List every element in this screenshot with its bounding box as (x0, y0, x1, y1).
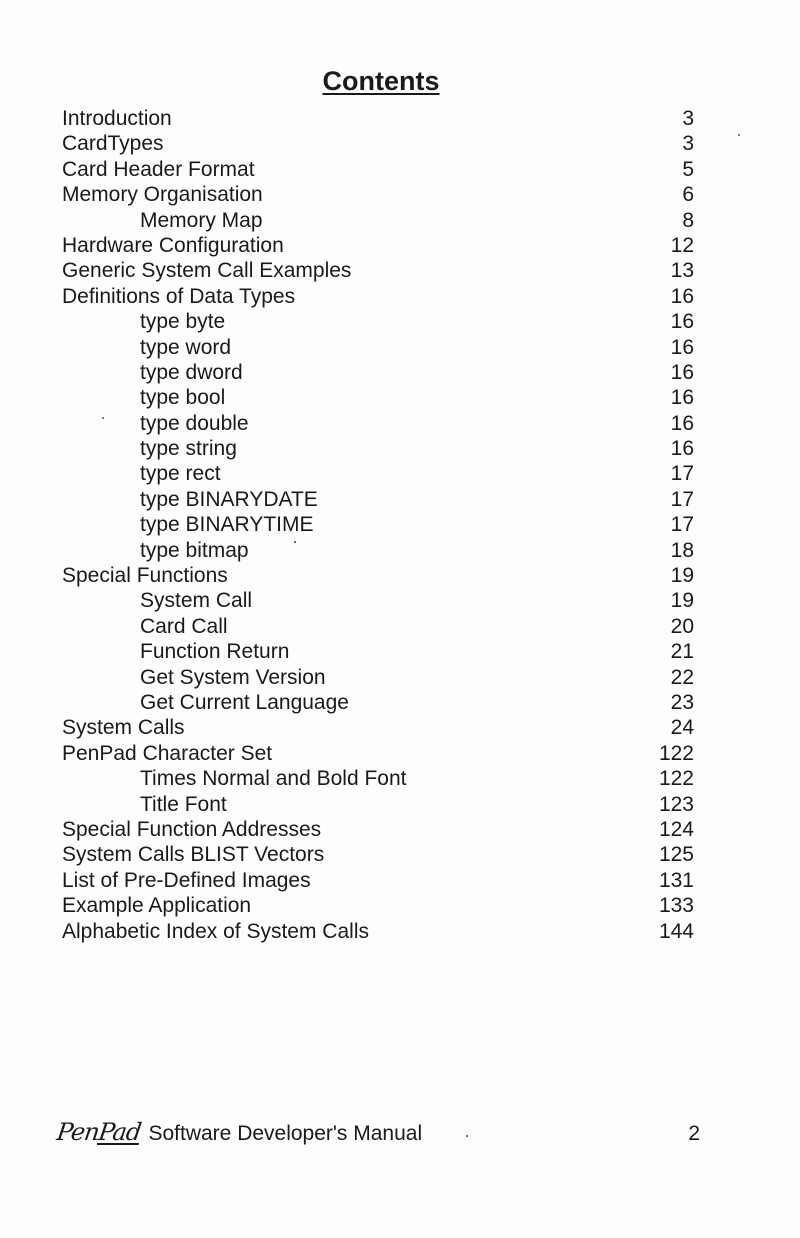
toc-entry-title: type rect (140, 462, 221, 486)
toc-entry-page: 3 (682, 132, 694, 156)
toc-entry[interactable] (62, 182, 694, 207)
toc-entry-page: 16 (670, 360, 694, 384)
toc-entry[interactable] (62, 131, 694, 156)
toc-entry-title: Definitions of Data Types (62, 284, 296, 308)
toc-entry-title: Special Function Addresses (62, 817, 322, 841)
toc-entry-page: 5 (682, 157, 694, 181)
toc-entry[interactable] (62, 461, 694, 486)
toc-entry[interactable] (62, 741, 694, 766)
toc-entry-title: Example Application (62, 894, 252, 918)
toc-entry-page: 16 (670, 335, 694, 359)
toc-entry[interactable] (62, 233, 694, 258)
toc-entry[interactable] (62, 588, 694, 613)
toc-entry[interactable] (62, 842, 694, 867)
toc-entry-page: 125 (658, 843, 694, 867)
toc-entry[interactable] (62, 284, 694, 309)
toc-entry-page: 123 (658, 792, 694, 816)
toc-entry-title: type BINARYTIME (140, 513, 314, 537)
toc-entry-title: System Calls (62, 716, 185, 740)
toc-entry-title: type byte (140, 310, 226, 334)
logo-pen-text: Pen (55, 1118, 101, 1146)
toc-entry-title: Title Font (140, 792, 227, 816)
toc-entry[interactable] (62, 106, 694, 131)
toc-entry-title: Generic System Call Examples (62, 259, 352, 283)
toc-entry-title: Get Current Language (140, 690, 349, 714)
toc-entry[interactable] (62, 665, 694, 690)
toc-entry-page: 17 (670, 487, 694, 511)
toc-entry-page: 19 (670, 564, 694, 588)
toc-entry-page: 16 (670, 437, 694, 461)
toc-entry[interactable] (62, 385, 694, 410)
toc-entry[interactable] (62, 639, 694, 664)
toc-entry-page: 17 (670, 462, 694, 486)
toc-entry-title: Get System Version (140, 665, 326, 689)
toc-entry-page: 16 (670, 411, 694, 435)
toc-entry-title: Memory Map (140, 208, 263, 232)
toc-entry[interactable] (62, 766, 694, 791)
toc-entry-page: 24 (670, 716, 694, 740)
scan-speck (294, 541, 296, 543)
toc-entry[interactable] (62, 868, 694, 893)
toc-entry-page: 124 (658, 817, 694, 841)
page-footer (57, 1118, 700, 1146)
toc-entry[interactable] (62, 614, 694, 639)
penpad-logo (55, 1118, 142, 1146)
toc-entry[interactable] (62, 360, 694, 385)
toc-entry[interactable] (62, 208, 694, 233)
toc-entry-page: 21 (670, 640, 694, 664)
toc-entry[interactable] (62, 157, 694, 182)
toc-entry-title: System Call (140, 589, 253, 613)
toc-entry-page: 23 (670, 690, 694, 714)
toc-entry[interactable] (62, 335, 694, 360)
toc-entry-title: type bool (140, 386, 226, 410)
toc-entry-page: 22 (670, 665, 694, 689)
toc-entry-page: 16 (670, 284, 694, 308)
toc-entry-page: 19 (670, 589, 694, 613)
toc-entry-title: type bitmap (140, 538, 249, 562)
toc-entry[interactable] (62, 258, 694, 283)
toc-entry-page: 16 (670, 386, 694, 410)
scan-speck (102, 417, 104, 419)
footer-title: Software Developer's Manual (148, 1122, 423, 1145)
toc-entry[interactable] (62, 690, 694, 715)
toc-entry[interactable] (62, 487, 694, 512)
scan-speck (738, 134, 740, 136)
toc-entry-title: type BINARYDATE (140, 487, 318, 511)
logo-pad-text: Pad (96, 1118, 143, 1146)
toc-entry[interactable] (62, 436, 694, 461)
toc-entry-title: Function Return (140, 640, 290, 664)
toc-entry-title: type dword (140, 360, 243, 384)
toc-entry[interactable] (62, 538, 694, 563)
toc-entry-page: 133 (658, 894, 694, 918)
toc-entry[interactable] (62, 563, 694, 588)
toc-entry-title: PenPad Character Set (62, 741, 273, 765)
toc-entry[interactable] (62, 792, 694, 817)
toc-entry-page: 122 (658, 741, 694, 765)
toc-entry[interactable] (62, 893, 694, 918)
toc-entry-title: type string (140, 437, 237, 461)
toc-entry-page: 3 (682, 107, 694, 130)
footer-page-number: 2 (688, 1122, 700, 1145)
toc-entry-page: 131 (658, 868, 694, 892)
toc-entry-page: 8 (682, 208, 694, 232)
toc-entry-page: 12 (670, 233, 694, 257)
toc-entry[interactable] (62, 411, 694, 436)
toc-entry-title: type double (140, 411, 249, 435)
toc-entry-title: Introduction (62, 107, 172, 130)
toc-entry[interactable] (62, 919, 694, 944)
toc-entry-title: Hardware Configuration (62, 233, 284, 257)
toc-entry-title: List of Pre-Defined Images (62, 868, 311, 892)
toc-entry-page: 16 (670, 310, 694, 334)
toc-entry-title: type word (140, 335, 232, 359)
toc-entry-title: Times Normal and Bold Font (140, 767, 407, 791)
toc-entry-page: 17 (670, 513, 694, 537)
toc-entry[interactable] (62, 817, 694, 842)
toc-entry[interactable] (62, 309, 694, 334)
toc-entry-page: 6 (682, 183, 694, 207)
toc-entry-title: System Calls BLIST Vectors (62, 843, 325, 867)
toc-entry-title: Memory Organisation (62, 183, 263, 207)
toc-entry-page: 122 (658, 767, 694, 791)
toc-entry-page: 20 (670, 614, 694, 638)
toc-entry-page: 144 (658, 919, 694, 943)
toc-entry-page: 13 (670, 259, 694, 283)
toc-entry-title: Alphabetic Index of System Calls (62, 919, 369, 943)
toc-entry-page: 18 (670, 538, 694, 562)
page-title: Contents (322, 66, 440, 97)
scan-speck (466, 1135, 468, 1137)
toc-entry-title: Card Call (140, 614, 228, 638)
toc-entry-title: Special Functions (62, 564, 228, 588)
table-of-contents (62, 106, 694, 944)
toc-entry-title: Card Header Format (62, 157, 255, 181)
toc-entry-title: CardTypes (62, 132, 164, 156)
toc-entry[interactable] (62, 715, 694, 740)
toc-entry[interactable] (62, 512, 694, 537)
